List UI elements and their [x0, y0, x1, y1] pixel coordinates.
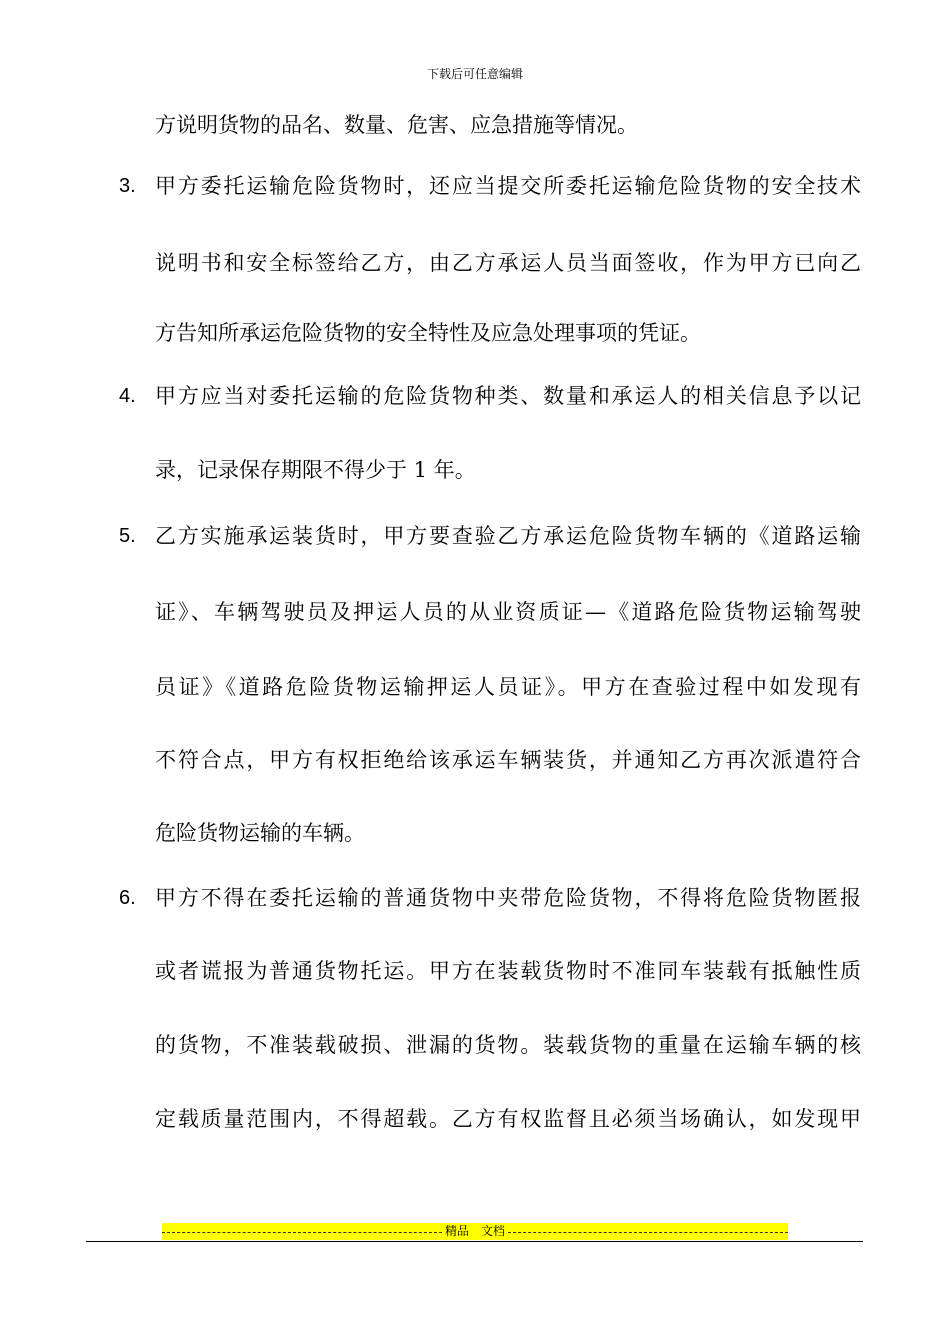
body-line: 或者谎报为普通货物托运。甲方在装载货物时不准同车装载有抵触性质 [155, 959, 861, 983]
body-line: 乙方实施承运装货时，甲方要查验乙方承运危险货物车辆的《道路运输 [155, 524, 861, 548]
body-line: 员证》《道路危险货物运输押运人员证》。甲方在查验过程中如发现有 [155, 675, 861, 699]
body-line: 说明书和安全标签给乙方，由乙方承运人员当面签收，作为甲方已向乙 [155, 251, 861, 275]
body-line: 甲方不得在委托运输的普通货物中夹带危险货物，不得将危险货物匿报 [155, 886, 861, 910]
page-header: 下载后可任意编辑 [426, 67, 523, 81]
body-line: 甲方应当对委托运输的危险货物种类、数量和承运人的相关信息予以记 [155, 384, 861, 408]
footer-dash-left [162, 1232, 442, 1233]
body-line: 方告知所承运危险货物的安全特性及应急处理事项的凭证。 [155, 321, 701, 345]
list-number: 6. [119, 887, 136, 909]
body-line: 的货物，不准装载破损、泄漏的货物。装载货物的重量在运输车辆的核 [155, 1033, 861, 1057]
body-line: 证》、车辆驾驶员及押运人员的从业资质证—《道路危险货物运输驾驶 [155, 600, 861, 624]
body-line: 方说明货物的品名、数量、危害、应急措施等情况。 [155, 113, 638, 137]
body-line: 危险货物运输的车辆。 [155, 821, 365, 845]
list-number: 5. [119, 525, 136, 547]
footer-rule [86, 1241, 863, 1242]
body-line: 不符合点，甲方有权拒绝给该承运车辆装货，并通知乙方再次派遣符合 [155, 748, 861, 772]
list-number: 4. [119, 385, 136, 407]
body-line: 甲方委托运输危险货物时，还应当提交所委托运输危险货物的安全技术 [155, 174, 861, 198]
list-number: 3. [119, 175, 136, 197]
body-line: 录，记录保存期限不得少于 1 年。 [155, 458, 476, 482]
footer-banner [162, 1223, 788, 1240]
body-line: 定载质量范围内，不得超载。乙方有权监督且必须当场确认，如发现甲 [155, 1107, 861, 1131]
footer-dash-right [508, 1232, 788, 1233]
footer-label: 精品 文档 [445, 1224, 506, 1238]
